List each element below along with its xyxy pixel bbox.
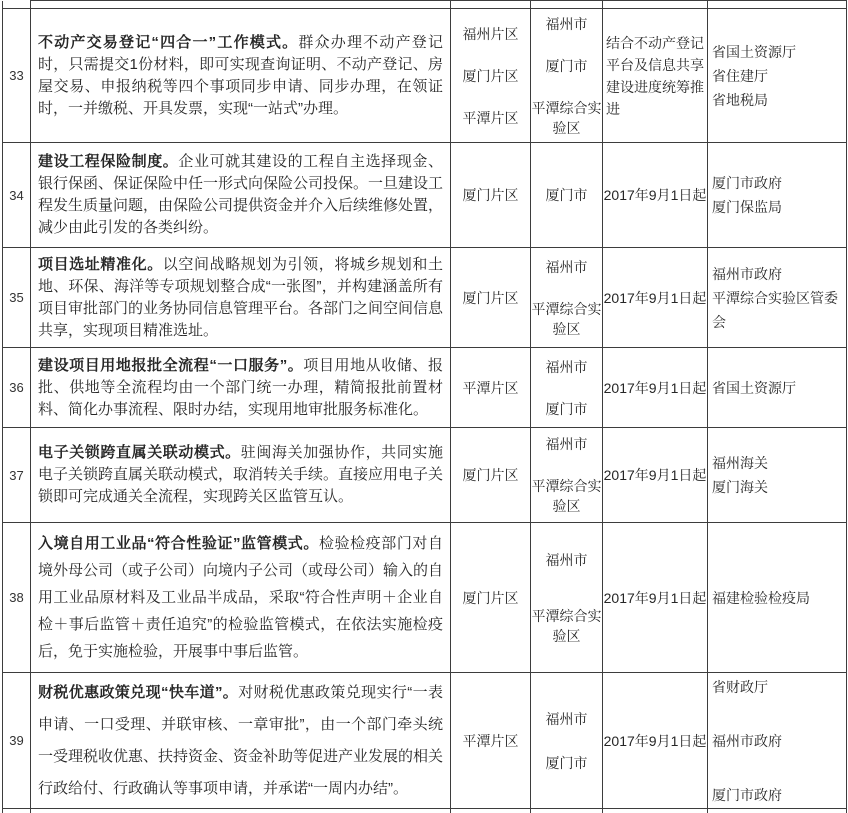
city-list	[531, 185, 602, 205]
cell-row-number: 35	[3, 248, 31, 348]
cell-departments	[708, 523, 847, 673]
zone-list	[451, 185, 530, 205]
table-row-33	[3, 9, 847, 143]
cell-schedule: 2017年9月1日起	[603, 143, 708, 248]
department-item: 厦门保监局	[712, 199, 782, 215]
measure-title: 不动产交易登记“四合一”工作模式。	[38, 33, 299, 51]
cell-pilot-zones	[451, 248, 531, 348]
clipped-cell	[708, 809, 847, 813]
city-list	[531, 709, 602, 773]
city-item: 厦门市	[545, 187, 588, 203]
clipped-cell	[451, 809, 531, 813]
department-item: 省国土资源厅	[712, 43, 796, 60]
department-item: 省地税局	[712, 91, 768, 108]
cell-pilot-zones	[451, 348, 531, 428]
cell-row-number: 34	[3, 143, 31, 248]
city-item: 平潭综合实验区	[531, 99, 602, 136]
measure-body: 驻闽海关加强协作，共同实施电子关锁跨直属关联动模式，取消转关手续。直接应用电子关锁即可完成通关全流程，实现跨关区监管互认。	[38, 444, 444, 505]
city-item: 平潭综合实验区	[531, 300, 602, 337]
cell-departments	[708, 348, 847, 428]
cell-schedule: 2017年9月1日起	[603, 523, 708, 673]
cell-schedule: 结合不动产登记平台及信息共享建设进度统筹推进	[603, 9, 708, 143]
department-list	[712, 171, 844, 219]
clipped-cell	[3, 809, 31, 813]
measure-body: 以空间战略规划为引领，将城乡规划和土地、环保、海洋等专项规划整合成“一张图”，并构建涵盖所有项目审批部门的业务协同信息管理平台。各部门之间空间信息共享，实现项目精准选址。	[38, 255, 444, 339]
cell-row-number: 33	[3, 9, 31, 143]
cell-pilot-zones	[451, 143, 531, 248]
clipped-cell	[31, 1, 451, 9]
measure-text	[38, 677, 443, 805]
zone-item: 厦门片区	[462, 67, 519, 84]
city-item: 福州市	[545, 258, 588, 275]
cell-measure	[31, 348, 451, 428]
city-item: 厦门市	[545, 754, 588, 771]
city-item: 福州市	[545, 358, 588, 375]
zone-item: 厦门片区	[462, 589, 519, 606]
department-item: 福州海关	[712, 455, 768, 471]
cell-schedule: 2017年9月1日起	[603, 673, 708, 809]
measure-body: 项目用地从收储、报批、供地等全流程均由一个部门统一办理，精简报批前置材料、简化办事流程、限时办结，实现用地审批服务标准化。	[38, 356, 443, 418]
cell-cities	[531, 248, 603, 348]
measure-text	[38, 442, 443, 508]
cell-schedule: 2017年9月1日起	[603, 428, 708, 523]
table-row-36	[3, 348, 847, 428]
measure-title: 项目选址精准化。	[38, 255, 163, 273]
clipped-cell	[3, 1, 31, 9]
clipped-row-top	[3, 1, 847, 9]
cell-departments	[708, 673, 847, 809]
zone-list	[451, 588, 530, 608]
department-item: 福州市政府	[712, 265, 782, 282]
zone-item: 平潭片区	[462, 109, 519, 126]
city-list	[531, 434, 602, 516]
department-item: 省国土资源厅	[712, 379, 796, 396]
city-list	[531, 550, 602, 646]
cell-departments	[708, 9, 847, 143]
measure-body: 对财税优惠政策兑现实行“一表申请、一口受理、并联审核、一章审批”，由一个部门牵头统一受理税收优惠、扶持资金、资金补助等促进产业发展的相关行政给付、行政确认等事项申请，并承诺“一周内办结”。	[38, 683, 444, 797]
zone-list	[451, 288, 530, 308]
measure-body: 群众办理不动产登记时，只需提交1份材料，即可实现查询证明、不动产登记、房屋交易、申报纳税等四个事项同步申请、同步办理，在领证时，一并缴税、开具发票，实现“一站式”办理。	[38, 33, 443, 117]
measure-body: 企业可就其建设的工程自主选择现金、银行保函、保证保险中任一形式向保险公司投保。一旦建设工程发生质量问题，由保险公司提供资金并介入后续维修处置，减少由此引发的各类纠纷。	[38, 153, 444, 236]
city-item: 福州市	[545, 710, 588, 727]
clipped-cell	[451, 1, 531, 9]
measure-text	[38, 530, 443, 665]
city-list	[531, 257, 602, 339]
city-item: 厦门市	[545, 400, 588, 417]
department-item: 省财政厅	[712, 678, 768, 695]
cell-measure	[31, 9, 451, 143]
department-item: 厦门市政府	[712, 175, 782, 191]
measure-title: 建设项目用地报批全流程“一口服务”。	[38, 356, 304, 374]
cell-measure	[31, 143, 451, 248]
cell-schedule: 2017年9月1日起	[603, 348, 708, 428]
cell-cities	[531, 523, 603, 673]
cell-cities	[531, 348, 603, 428]
measure-body: 检验检疫部门对自境外母公司（或子公司）向境内子公司（或母公司）输入的自用工业品原材料及工业品半成品，采取“符合性声明＋企业自检＋事后监管＋责任追究”的检验监管模式，在依法实施检疫后，免于实施检验，开展事中事后监管。	[38, 535, 444, 660]
cell-measure	[31, 673, 451, 809]
cell-pilot-zones	[451, 9, 531, 143]
cell-row-number: 36	[3, 348, 31, 428]
city-item: 福州市	[545, 15, 588, 32]
measure-title: 建设工程保险制度。	[38, 153, 179, 170]
cell-cities	[531, 673, 603, 809]
department-item: 厦门海关	[712, 479, 768, 495]
cell-departments	[708, 143, 847, 248]
measure-text	[38, 355, 443, 421]
department-item: 平潭综合实验区管委会	[712, 289, 838, 330]
department-item: 厦门市政府	[712, 786, 782, 803]
zone-list	[451, 378, 530, 398]
department-item: 福建检验检疫局	[712, 589, 810, 606]
city-item: 厦门市	[545, 57, 588, 74]
cell-measure	[31, 428, 451, 523]
cell-row-number: 37	[3, 428, 31, 523]
department-list	[712, 40, 844, 112]
cell-cities	[531, 428, 603, 523]
department-list	[712, 586, 844, 610]
cell-cities	[531, 9, 603, 143]
zone-list	[451, 24, 530, 128]
cell-row-number: 39	[3, 673, 31, 809]
cell-pilot-zones	[451, 523, 531, 673]
department-item: 福州市政府	[712, 732, 782, 749]
department-item: 省住建厅	[712, 67, 768, 84]
cell-measure	[31, 523, 451, 673]
table-row-37	[3, 428, 847, 523]
department-list	[712, 451, 844, 499]
cell-row-number: 38	[3, 523, 31, 673]
clipped-cell	[603, 809, 708, 813]
zone-item: 平潭片区	[462, 732, 519, 749]
cell-measure	[31, 248, 451, 348]
cell-pilot-zones	[451, 428, 531, 523]
zone-item: 平潭片区	[462, 379, 519, 396]
zone-item: 厦门片区	[462, 187, 519, 203]
clipped-cell	[531, 809, 603, 813]
clipped-cell	[531, 1, 603, 9]
cell-departments	[708, 248, 847, 348]
city-item: 福州市	[545, 551, 588, 568]
department-list	[712, 376, 844, 400]
clipped-cell	[603, 1, 708, 9]
measure-text	[38, 254, 443, 342]
measure-title: 入境自用工业品“符合性验证”监管模式。	[38, 535, 319, 552]
zone-list	[451, 731, 530, 751]
table-row-39	[3, 673, 847, 809]
table-row-38	[3, 523, 847, 673]
table-row-34	[3, 143, 847, 248]
cell-schedule: 2017年9月1日起	[603, 248, 708, 348]
clipped-row-bottom	[3, 809, 847, 813]
city-item: 福州市	[545, 436, 588, 452]
department-list	[712, 262, 844, 334]
department-list	[712, 675, 844, 807]
clipped-cell	[708, 1, 847, 9]
measure-text	[38, 151, 443, 239]
zone-item: 厦门片区	[462, 467, 519, 483]
table-row-35	[3, 248, 847, 348]
city-item: 平潭综合实验区	[531, 478, 602, 514]
cell-departments	[708, 428, 847, 523]
city-list	[531, 14, 602, 138]
measure-title: 财税优惠政策兑现“快车道”。	[38, 683, 239, 701]
zone-item: 厦门片区	[462, 289, 519, 306]
city-item: 平潭综合实验区	[531, 607, 602, 644]
measure-title: 电子关锁跨直属关联动模式。	[38, 444, 241, 461]
zone-item: 福州片区	[462, 25, 519, 42]
measure-text	[38, 32, 443, 120]
clipped-cell	[31, 809, 451, 813]
city-list	[531, 357, 602, 419]
cell-cities	[531, 143, 603, 248]
cell-pilot-zones	[451, 673, 531, 809]
zone-list	[451, 465, 530, 485]
policy-measures-table	[2, 0, 847, 813]
